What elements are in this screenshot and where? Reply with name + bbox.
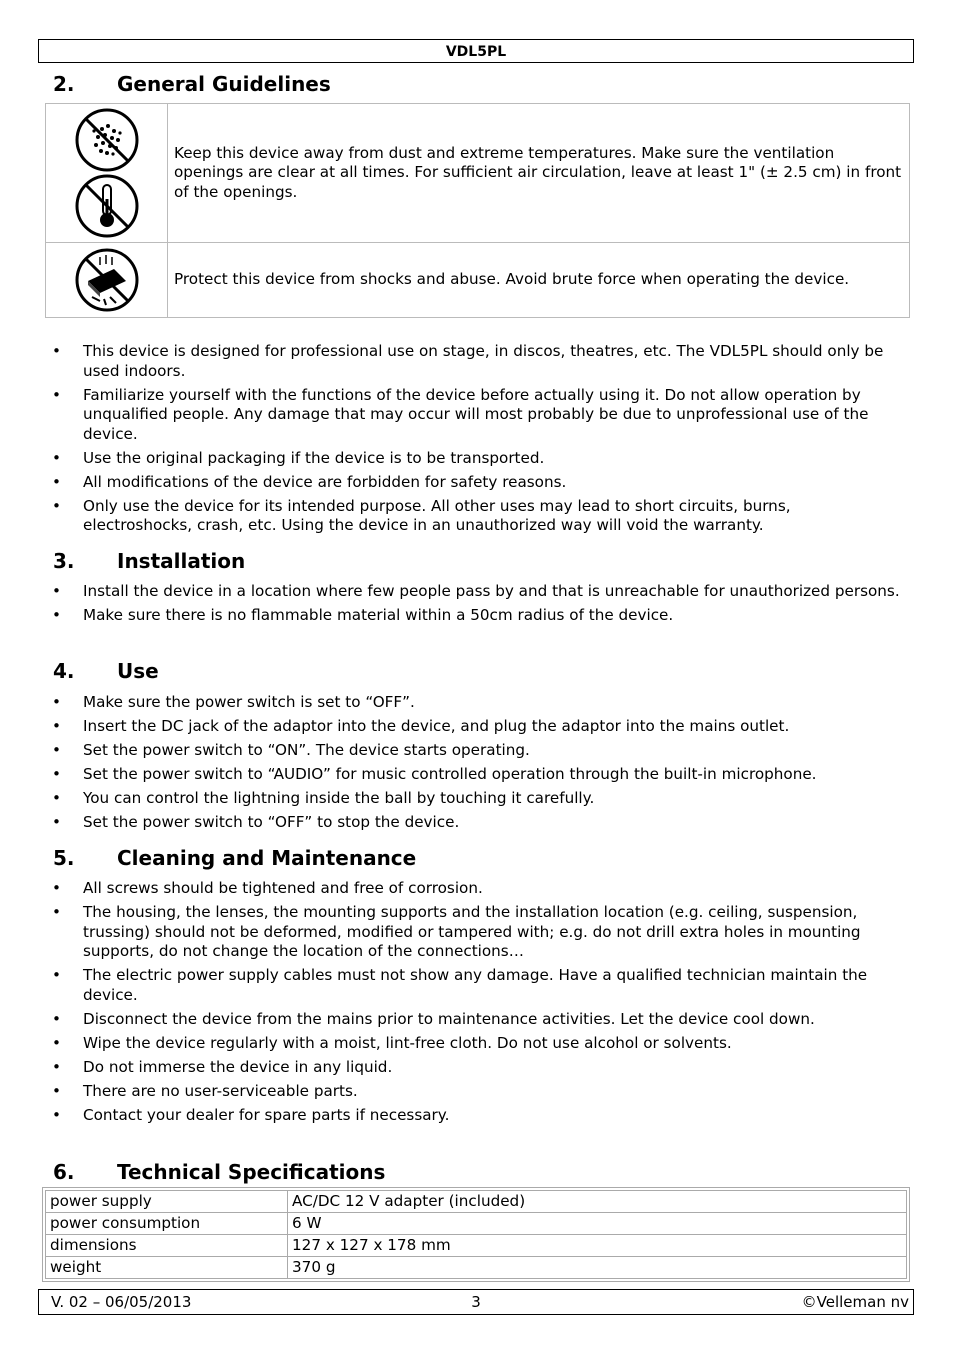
list-item: • Wipe the device regularly with a moist, lint-free cloth. Do not use alcohol or solvents. — [52, 1034, 904, 1054]
table-row — [46, 1191, 907, 1213]
version-date: V. 02 – 06/05/2013 — [51, 1293, 192, 1311]
guidelines-row — [46, 104, 910, 243]
page-footer — [38, 1289, 914, 1315]
guidelines-icon-cell — [46, 243, 168, 318]
installation-list — [52, 582, 904, 630]
guidelines-row — [46, 243, 910, 318]
list-item: • Set the power switch to “OFF” to stop the device. — [52, 813, 904, 833]
page-number: 3 — [471, 1293, 481, 1311]
spec-value: AC/DC 12 V adapter (included) — [288, 1191, 907, 1213]
list-item: • You can control the lightning inside the ball by touching it carefully. — [52, 789, 904, 809]
list-item: • There are no user-serviceable parts. — [52, 1082, 904, 1102]
list-item: • Do not immerse the device in any liquid. — [52, 1058, 904, 1078]
spec-key: weight — [46, 1257, 288, 1279]
list-item: • All modifications of the device are forbidden for safety reasons. — [52, 473, 904, 493]
list-item: • Familiarize yourself with the functions of the device before actually using it. Do not allow operation by unqualified people. Any damage that may occur will most probably be due to unprofessional use of the device. — [52, 386, 904, 445]
spec-key: power supply — [46, 1191, 288, 1213]
spec-key: dimensions — [46, 1235, 288, 1257]
page-header — [38, 39, 914, 63]
spec-value: 6 W — [288, 1213, 907, 1235]
list-item: • Disconnect the device from the mains prior to maintenance activities. Let the device cool down. — [52, 1010, 904, 1030]
copyright: ©Velleman nv — [801, 1293, 909, 1311]
spec-value: 370 g — [288, 1257, 907, 1279]
list-item: • Make sure there is no flammable material within a 50cm radius of the device. — [52, 606, 904, 626]
guidelines-list — [52, 342, 904, 540]
list-item: • Set the power switch to “AUDIO” for music controlled operation through the built-in microphone. — [52, 765, 904, 785]
list-item: • Insert the DC jack of the adaptor into the device, and plug the adaptor into the mains outlet. — [52, 717, 904, 737]
list-item: • Only use the device for its intended purpose. All other uses may lead to short circuits, burns, electroshocks, crash, etc. Using the device in an unauthorized way will void the warranty. — [52, 497, 904, 536]
spec-key: power consumption — [46, 1213, 288, 1235]
spec-value: 127 x 127 x 178 mm — [288, 1235, 907, 1257]
list-item: • Set the power switch to “ON”. The device starts operating. — [52, 741, 904, 761]
guidelines-icon-cell — [46, 104, 168, 243]
specs-table — [45, 1190, 907, 1279]
table-row — [46, 1235, 907, 1257]
table-row — [46, 1257, 907, 1279]
guidelines-text-shocks: Protect this device from shocks and abuse. Avoid brute force when operating the device. — [168, 243, 910, 318]
list-item: • This device is designed for professional use on stage, in discos, theatres, etc. The VDL5PL should only be used indoors. — [52, 342, 904, 381]
use-list — [52, 693, 904, 837]
no-dust-icon — [74, 107, 140, 173]
list-item: • Contact your dealer for spare parts if necessary. — [52, 1106, 904, 1126]
list-item: • The housing, the lenses, the mounting supports and the installation location (e.g. ceiling, suspension, trussing) should not be deformed, modified or tampered with; e.g. do not drill extra holes in mounting supports, do not change the location of the connections… — [52, 903, 904, 962]
list-item: • All screws should be tightened and free of corrosion. — [52, 879, 904, 899]
no-extreme-temperature-icon — [74, 173, 140, 239]
table-row — [46, 1213, 907, 1235]
model-name: VDL5PL — [445, 44, 507, 60]
cleaning-list — [52, 879, 904, 1130]
guidelines-table — [45, 103, 910, 318]
list-item: • Use the original packaging if the device is to be transported. — [52, 449, 904, 469]
list-item: • The electric power supply cables must not show any damage. Have a qualified technician maintain the device. — [52, 966, 904, 1005]
list-item: • Make sure the power switch is set to “OFF”. — [52, 693, 904, 713]
guidelines-text-dust: Keep this device away from dust and extreme temperatures. Make sure the ventilation openings are clear at all times. For sufficient air circulation, leave at least 1" (± 2.5 cm) in front of the openings. — [168, 104, 910, 243]
no-shocks-icon — [74, 247, 140, 313]
list-item: • Install the device in a location where few people pass by and that is unreachable for unauthorized persons. — [52, 582, 904, 602]
